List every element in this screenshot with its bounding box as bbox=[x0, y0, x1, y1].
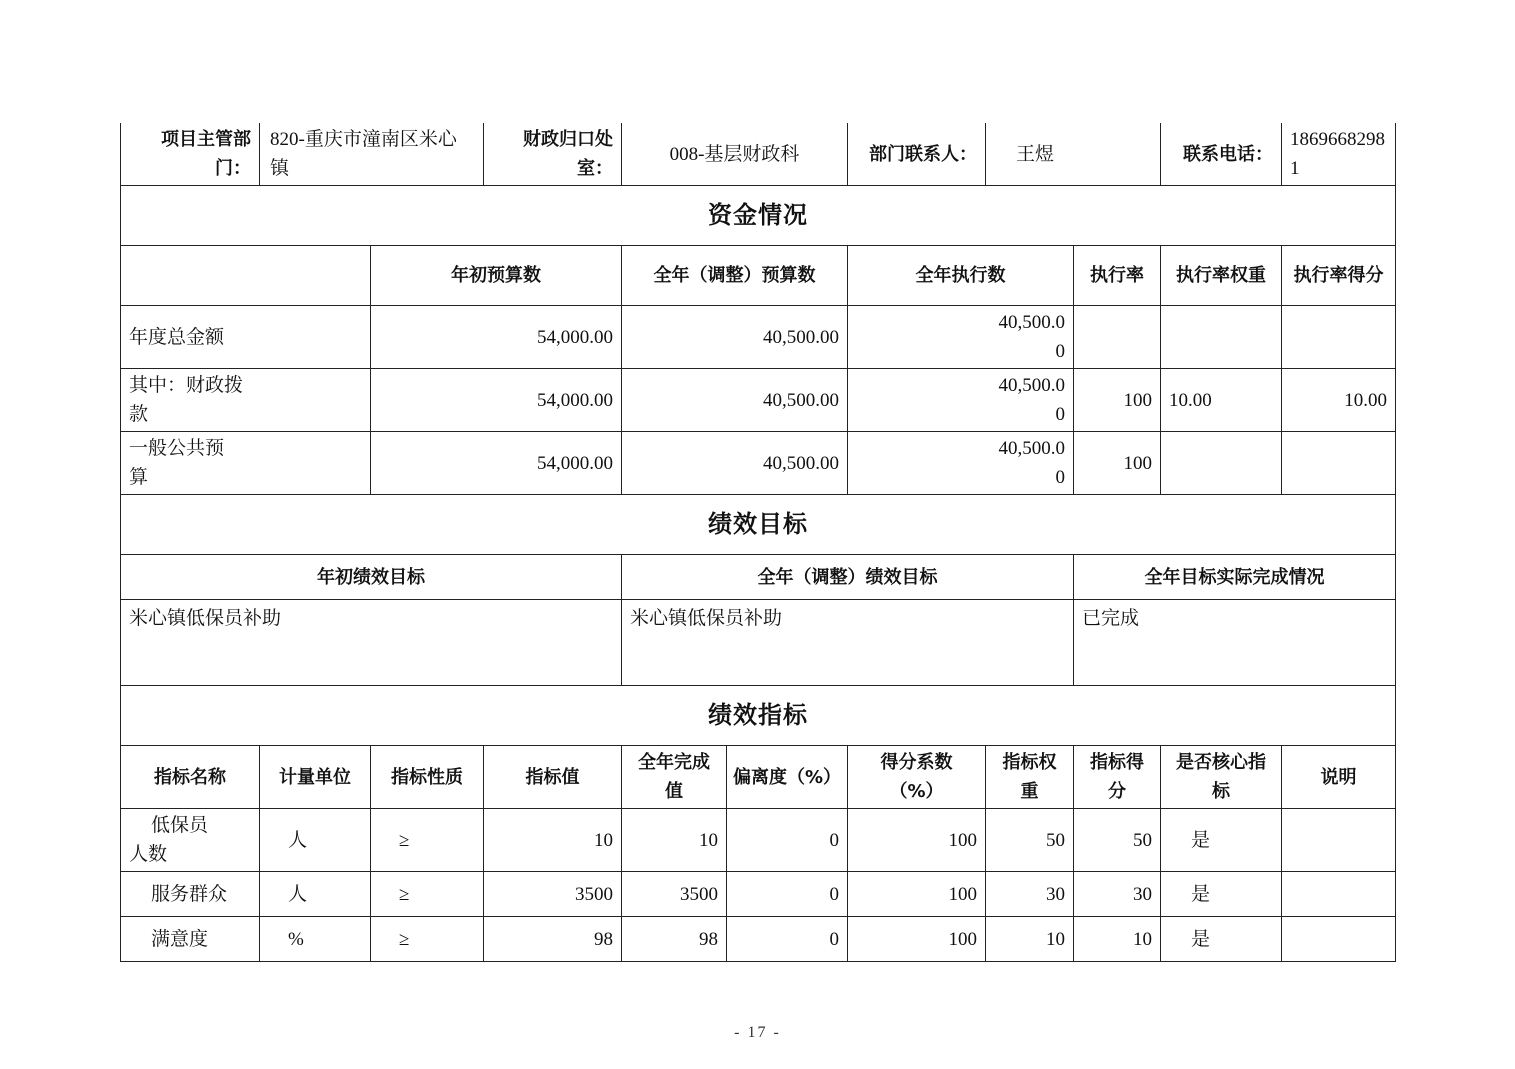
funds-row-public bbox=[121, 432, 1396, 495]
funds-score bbox=[1282, 306, 1396, 369]
ind-unit: % bbox=[260, 917, 371, 962]
ind-score: 50 bbox=[1074, 809, 1161, 872]
funds-col-score: 执行率得分 bbox=[1282, 246, 1396, 306]
header-row bbox=[121, 123, 1396, 186]
funds-weight bbox=[1161, 306, 1282, 369]
ind-col-name: 指标名称 bbox=[121, 746, 260, 809]
goals-col-actual: 全年目标实际完成情况 bbox=[1074, 555, 1396, 600]
ind-note bbox=[1282, 872, 1396, 917]
dept-label: 项目主管部门： bbox=[121, 123, 260, 186]
funds-executed-text: 40,500.00 bbox=[998, 438, 1066, 488]
ind-col-weight-text: 指标权重 bbox=[1002, 752, 1057, 802]
ind-col-actual bbox=[622, 746, 727, 809]
ind-nature: ≥ bbox=[371, 872, 484, 917]
goals-adjusted-value: 米心镇低保员补助 bbox=[622, 600, 1074, 686]
ind-name: 服务群众 bbox=[121, 872, 260, 917]
ind-unit: 人 bbox=[260, 872, 371, 917]
ind-weight: 50 bbox=[986, 809, 1074, 872]
ind-coef: 100 bbox=[848, 872, 986, 917]
funds-weight: 10.00 bbox=[1161, 369, 1282, 432]
funds-col-adjusted: 全年（调整）预算数 bbox=[622, 246, 848, 306]
ind-coef: 100 bbox=[848, 917, 986, 962]
funds-rate bbox=[1074, 306, 1161, 369]
ind-score: 30 bbox=[1074, 872, 1161, 917]
ind-col-actual-text: 全年完成值 bbox=[638, 752, 711, 802]
ind-value: 10 bbox=[484, 809, 622, 872]
funds-section-title: 资金情况 bbox=[121, 186, 1396, 246]
funds-score: 10.00 bbox=[1282, 369, 1396, 432]
goals-initial-value: 米心镇低保员补助 bbox=[121, 600, 622, 686]
ind-col-score-text: 指标得分 bbox=[1090, 752, 1145, 802]
funds-row-name: 年度总金额 bbox=[121, 306, 371, 369]
ind-coef: 100 bbox=[848, 809, 986, 872]
ind-col-value: 指标值 bbox=[484, 746, 622, 809]
ind-col-score bbox=[1074, 746, 1161, 809]
funds-adjusted: 40,500.00 bbox=[622, 432, 848, 495]
funds-adjusted: 40,500.00 bbox=[622, 369, 848, 432]
ind-unit: 人 bbox=[260, 809, 371, 872]
goals-header-row bbox=[121, 555, 1396, 600]
funds-executed bbox=[848, 432, 1074, 495]
ind-name bbox=[121, 809, 260, 872]
ind-weight: 30 bbox=[986, 872, 1074, 917]
ind-note bbox=[1282, 809, 1396, 872]
ind-col-note: 说明 bbox=[1282, 746, 1396, 809]
funds-row-fiscal bbox=[121, 369, 1396, 432]
ind-name-text: 低保员人数 bbox=[129, 815, 209, 865]
funds-col-weight: 执行率权重 bbox=[1161, 246, 1282, 306]
contact-label: 部门联系人： bbox=[848, 123, 986, 186]
dept-value: 820-重庆市潼南区米心镇 bbox=[260, 123, 484, 186]
contact-value: 王煜 bbox=[986, 123, 1161, 186]
ind-actual: 10 bbox=[622, 809, 727, 872]
ind-col-unit: 计量单位 bbox=[260, 746, 371, 809]
ind-core: 是 bbox=[1161, 872, 1282, 917]
ind-note bbox=[1282, 917, 1396, 962]
funds-header-row bbox=[121, 246, 1396, 306]
funds-adjusted: 40,500.00 bbox=[622, 306, 848, 369]
indicator-row bbox=[121, 872, 1396, 917]
ind-actual: 3500 bbox=[622, 872, 727, 917]
funds-row-name-text: 其中：财政拨款 bbox=[129, 375, 244, 425]
funds-row-name bbox=[121, 432, 371, 495]
ind-col-nature: 指标性质 bbox=[371, 746, 484, 809]
goals-section-title: 绩效目标 bbox=[121, 495, 1396, 555]
phone-value: 18696682981 bbox=[1282, 123, 1396, 186]
funds-row-name-text: 一般公共预算 bbox=[129, 438, 225, 488]
ind-deviation: 0 bbox=[727, 872, 848, 917]
indicator-row bbox=[121, 809, 1396, 872]
ind-col-coef-text: 得分系数（%） bbox=[880, 752, 953, 802]
indicators-header-row bbox=[121, 746, 1396, 809]
indicator-row bbox=[121, 917, 1396, 962]
ind-weight: 10 bbox=[986, 917, 1074, 962]
ind-deviation: 0 bbox=[727, 809, 848, 872]
funds-executed-text: 40,500.00 bbox=[998, 375, 1066, 425]
ind-value: 3500 bbox=[484, 872, 622, 917]
ind-score: 10 bbox=[1074, 917, 1161, 962]
funds-weight bbox=[1161, 432, 1282, 495]
indicators-section-row bbox=[121, 686, 1396, 746]
ind-col-weight bbox=[986, 746, 1074, 809]
indicators-section-title: 绩效指标 bbox=[121, 686, 1396, 746]
funds-executed bbox=[848, 369, 1074, 432]
funds-rate: 100 bbox=[1074, 369, 1161, 432]
ind-col-core bbox=[1161, 746, 1282, 809]
performance-table bbox=[120, 123, 1396, 962]
funds-section-row bbox=[121, 186, 1396, 246]
ind-deviation: 0 bbox=[727, 917, 848, 962]
phone-label: 联系电话： bbox=[1161, 123, 1282, 186]
funds-executed-text: 40,500.00 bbox=[998, 312, 1066, 362]
ind-nature: ≥ bbox=[371, 917, 484, 962]
funds-row-total bbox=[121, 306, 1396, 369]
ind-col-deviation: 偏离度（%） bbox=[727, 746, 848, 809]
goals-col-adjusted: 全年（调整）绩效目标 bbox=[622, 555, 1074, 600]
funds-initial: 54,000.00 bbox=[371, 369, 622, 432]
ind-actual: 98 bbox=[622, 917, 727, 962]
performance-table-sheet bbox=[120, 123, 1395, 962]
page-number: - 17 - bbox=[734, 1024, 781, 1041]
ind-core: 是 bbox=[1161, 917, 1282, 962]
goals-section-row bbox=[121, 495, 1396, 555]
ind-col-core-text: 是否核心指标 bbox=[1176, 752, 1267, 802]
ind-nature: ≥ bbox=[371, 809, 484, 872]
funds-col-rate: 执行率 bbox=[1074, 246, 1161, 306]
funds-executed bbox=[848, 306, 1074, 369]
funds-rate: 100 bbox=[1074, 432, 1161, 495]
funds-row-name bbox=[121, 369, 371, 432]
funds-col-executed: 全年执行数 bbox=[848, 246, 1074, 306]
funds-initial: 54,000.00 bbox=[371, 306, 622, 369]
ind-col-coef bbox=[848, 746, 986, 809]
funds-score bbox=[1282, 432, 1396, 495]
ind-core: 是 bbox=[1161, 809, 1282, 872]
funds-initial: 54,000.00 bbox=[371, 432, 622, 495]
ind-value: 98 bbox=[484, 917, 622, 962]
ind-name: 满意度 bbox=[121, 917, 260, 962]
funds-col-initial: 年初预算数 bbox=[371, 246, 622, 306]
goals-actual-value: 已完成 bbox=[1074, 600, 1396, 686]
funds-col-blank bbox=[121, 246, 371, 306]
goals-col-initial: 年初绩效目标 bbox=[121, 555, 622, 600]
finance-label: 财政归口处室： bbox=[484, 123, 622, 186]
goals-value-row bbox=[121, 600, 1396, 686]
finance-value: 008-基层财政科 bbox=[622, 123, 848, 186]
